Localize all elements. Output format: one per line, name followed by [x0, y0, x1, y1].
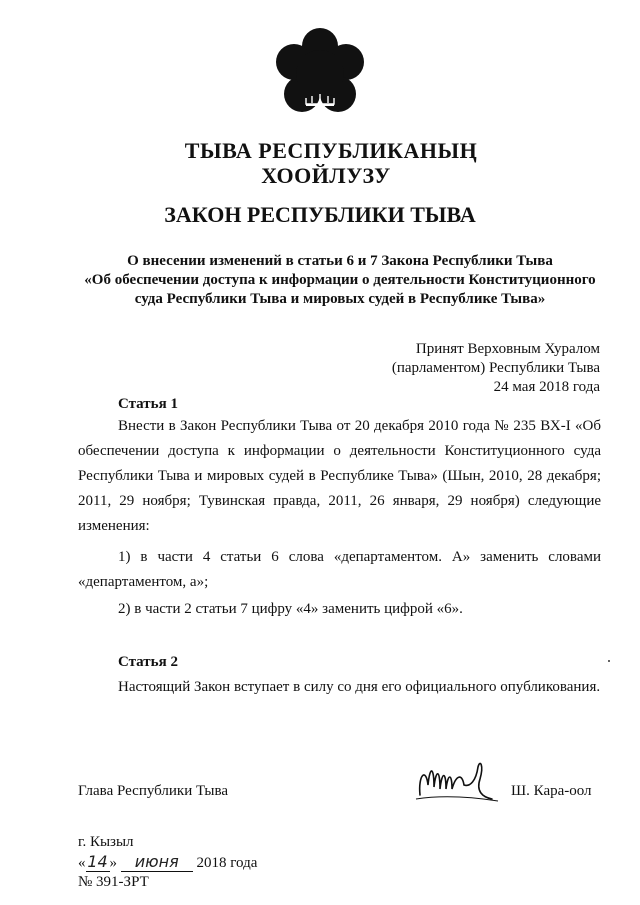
signatory-position: Глава Республики Тыва: [78, 783, 229, 799]
article2-heading: Статья 2: [118, 654, 178, 670]
article2-text: Настоящий Закон вступает в силу со дня его официального опубликования.: [118, 679, 601, 695]
stray-dot: [608, 660, 610, 662]
article1-item2: 2) в части 2 статьи 7 цифру «4» заменить цифрой «6».: [118, 601, 463, 617]
footer-quote-close: »: [109, 855, 117, 871]
article1-heading: Статья 1: [118, 396, 178, 412]
article1-intro: Внести в Закон Республики Тыва от 20 декабря 2010 года № 235 ВХ-I «Об обеспечении доступа к информации о деятельности Конституционного суда Республики Тыва и мировых судей в Республике Тыва» (Шын, 2010, 28 декабря; 2011, 29 ноября; Тувинская правда, 2011, 26 января, 29 ноября) следующие изменения:: [78, 418, 601, 534]
signature-icon: [412, 755, 502, 805]
article1-item1: 1) в части 4 статьи 6 слова «департаментом. А» заменить словами «департаментом, а»;: [78, 549, 601, 590]
footer-year: 2018 года: [196, 855, 258, 871]
footer-number: № 391-ЗРТ: [78, 874, 149, 890]
subject-line2: «Об обеспечении доступа к информации о деятельности Конституционного: [84, 272, 596, 288]
adopted-line1: Принят Верховным Хуралом: [415, 341, 600, 357]
subject-line3: суда Республики Тыва и мировых судей в Республике Тыва»: [134, 291, 546, 307]
subject-line1: О внесении изменений в статьи 6 и 7 Закона Республики Тыва: [127, 253, 553, 269]
footer-month: июня: [121, 852, 193, 872]
signatory-name: Ш. Кара-оол: [511, 783, 592, 799]
document-footer: [78, 833, 257, 892]
adopted-line3: 24 мая 2018 года: [493, 379, 600, 395]
adoption-note: [392, 340, 600, 397]
law-subject: [70, 252, 610, 309]
footer-quote-open: «: [78, 855, 86, 871]
footer-city: г. Кызыл: [78, 834, 134, 850]
footer-day: 14: [87, 852, 108, 871]
law-heading: ЗАКОН РЕСПУБЛИКИ ТЫВА: [164, 202, 476, 227]
tuvan-title: [0, 138, 640, 188]
adopted-line2: (парламентом) Республики Тыва: [391, 360, 600, 376]
tuvan-title-line1: ТЫВА РЕСПУБЛИКАНЫҢ: [184, 138, 478, 163]
tuvan-title-line2: ХООЙЛУЗУ: [261, 163, 391, 188]
footer-date: [78, 852, 257, 873]
emblem-icon: [270, 24, 370, 124]
